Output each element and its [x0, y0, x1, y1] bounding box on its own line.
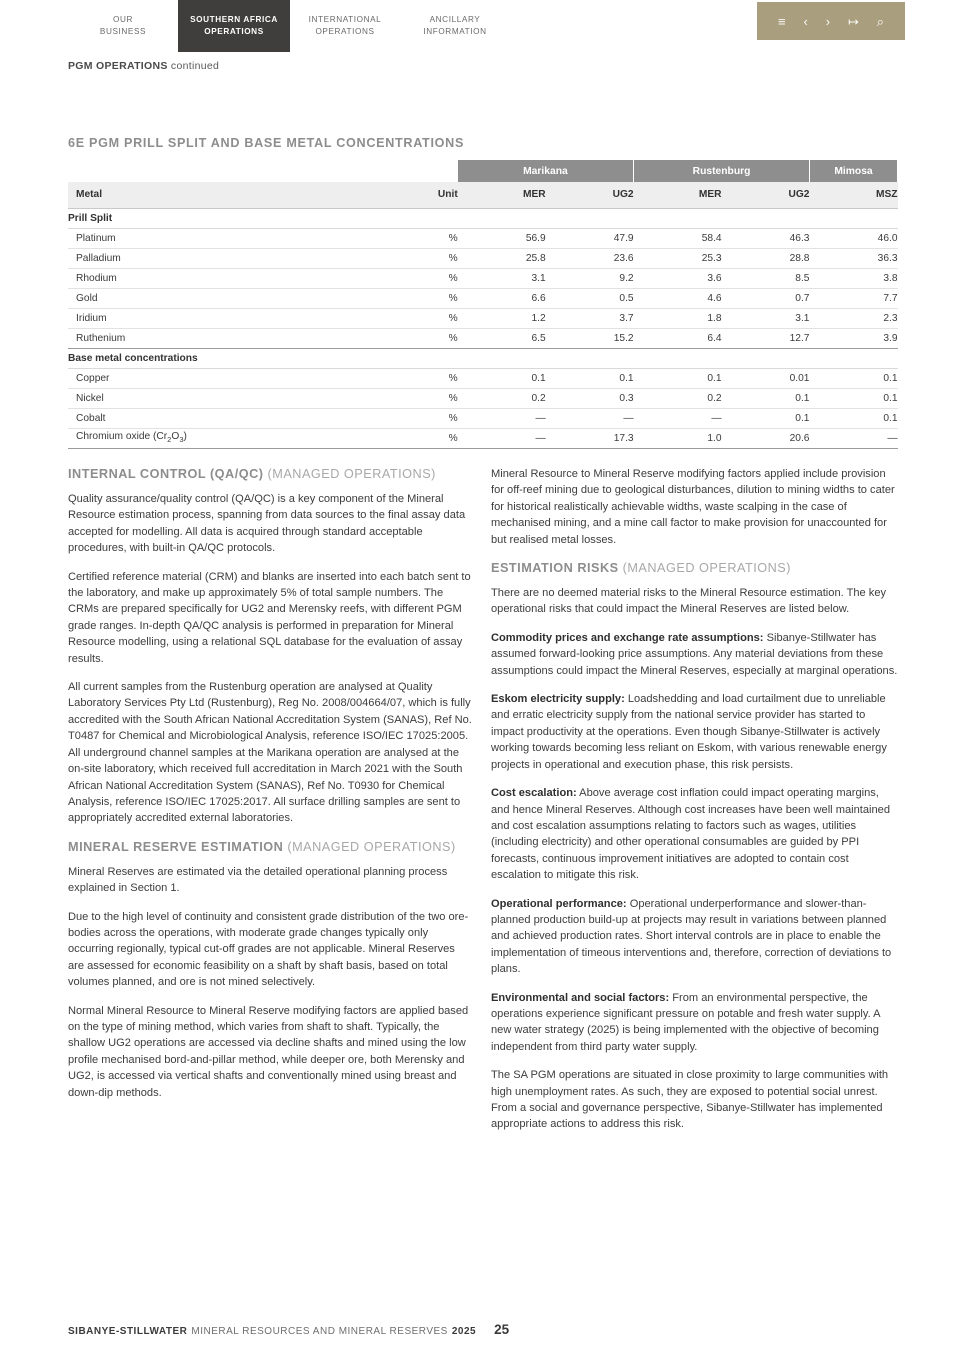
- heading-internal-control-bold: INTERNAL CONTROL (QA/QC): [68, 467, 268, 481]
- row-value-marikana-mer: —: [458, 408, 546, 428]
- row-value-rustenburg-ug2: 0.7: [722, 288, 810, 308]
- tab-ancillary-information[interactable]: [400, 0, 510, 52]
- tab-ancillary-information-line2: INFORMATION: [423, 27, 487, 36]
- page-footer: [68, 1322, 898, 1337]
- risk-operational-performance: [491, 896, 898, 978]
- right-text-column: [491, 466, 898, 1133]
- heading-mineral-reserve-estimation-bold: MINERAL RESERVE ESTIMATION: [68, 839, 288, 854]
- risk-operational-performance-text: Operational underperformance and slower-than-planned production build-up at projects may result in variations between planned and achieved production rates. Short interval controls are in place to enable the implementation of timeous interventions and, therefore, correction of deviations to plans.: [491, 897, 892, 976]
- internal-control-paragraph-1: Quality assurance/quality control (QA/QC) is a key component of the Mineral Resource estimation process, spanning from data sources to the final assay data accepted for modelling. All data is acquired through standard acceptable procedures, with built-in QA/QC protocols.: [68, 493, 466, 555]
- exit-icon[interactable]: ↦: [847, 13, 859, 29]
- row-value-rustenburg-mer: 0.2: [634, 388, 722, 408]
- internal-control-paragraph-2: Certified reference material (CRM) and blanks are inserted into each batch sent to the laboratory, and make up approximately 5% of total sample numbers. The CRMs are prepared specifically for UG2 and Merensky reefs, with different PGM grade ranges. In-depth QA/QC analysis is performed in preparation for Mineral Resource modelling, using a relational SQL database for the evaluation of assay results.: [68, 570, 471, 665]
- row-unit: %: [373, 248, 458, 268]
- risk-eskom-electricity-label: Eskom electricity supply:: [491, 693, 625, 706]
- risk-environmental-social-text: From an environmental perspective, the operations experience significant pressure on potable and fresh water supply. A new water strategy (2025) is being implemented with the objective of becoming independent from third party water supply.: [491, 991, 880, 1053]
- row-value-rustenburg-mer: 0.1: [634, 368, 722, 388]
- row-value-mimosa-msz: 36.3: [809, 248, 897, 268]
- row-value-marikana-mer: 1.2: [458, 308, 546, 328]
- row-value-rustenburg-ug2: 28.8: [722, 248, 810, 268]
- row-value-rustenburg-mer: —: [634, 408, 722, 428]
- row-value-marikana-ug2: 17.3: [546, 428, 634, 448]
- heading-mineral-reserve-estimation: [68, 839, 473, 856]
- row-value-mimosa-msz: 0.1: [809, 408, 897, 428]
- row-value-marikana-ug2: 0.3: [546, 388, 634, 408]
- row-unit: %: [373, 228, 458, 248]
- tab-southern-africa-operations[interactable]: [178, 0, 290, 52]
- risk-cost-escalation-text: Above average cost inflation could impact operating margins, and hence Mineral Reserves. Although cost increases have been well maintained and cost escalation assumptions relating to factors such as wages, utilities (including electricity) and other operational consumables are guided by PPI forecasts, continuous improvement initiatives are adopted to contain cost escalation to mitigate this risk.: [491, 787, 890, 882]
- row-unit: %: [373, 268, 458, 288]
- row-value-marikana-ug2: 47.9: [546, 228, 634, 248]
- row-metal: Rhodium: [68, 268, 373, 288]
- row-metal-chromium-oxide: Chromium oxide $(Cr_2O_3)$: [68, 428, 373, 448]
- previous-page-icon[interactable]: ‹: [803, 13, 808, 29]
- heading-estimation-risks: [491, 560, 898, 577]
- row-value-rustenburg-mer: 4.6: [634, 288, 722, 308]
- heading-internal-control-light: (MANAGED OPERATIONS): [267, 467, 436, 481]
- row-value-rustenburg-ug2: 46.3: [722, 228, 810, 248]
- footer-year: 2025: [451, 1326, 477, 1337]
- row-metal: Ruthenium: [68, 328, 373, 348]
- column-header-marikana-ug2: UG2: [546, 182, 634, 208]
- column-header-rustenburg-mer: MER: [634, 182, 722, 208]
- row-value-rustenburg-mer: 1.8: [634, 308, 722, 328]
- risk-eskom-electricity-text: Loadshedding and load curtailment due to unreliable and erratic electricity supply from the national service provider has started to impact productivity at the operations. Even though Sibanye-Stillwater is actively working towards becoming less reliant on Eskom, with various renewable energy projects in operational and execution phase, this risk persists.: [491, 693, 887, 771]
- risk-environmental-social-label: Environmental and social factors:: [491, 991, 670, 1004]
- row-value-rustenburg-mer: 1.0: [634, 428, 722, 448]
- risk-eskom-electricity: [491, 691, 898, 773]
- row-metal: Palladium: [68, 248, 373, 268]
- risk-environmental-social: [491, 990, 898, 1056]
- footer-brand: SIBANYE-STILLWATER: [68, 1326, 188, 1337]
- row-value-mimosa-msz: 3.9: [809, 328, 897, 348]
- tab-our-business[interactable]: [68, 0, 178, 52]
- table-row: [68, 288, 898, 308]
- row-value-rustenburg-ug2: 12.7: [722, 328, 810, 348]
- row-value-marikana-mer: —: [458, 428, 546, 448]
- row-unit: %: [373, 288, 458, 308]
- row-value-mimosa-msz: 2.3: [809, 308, 897, 328]
- risk-commodity-prices-text: Sibanye-Stillwater has assumed forward-looking price assumptions. Any material deviations from these assumptions could impact the Mineral Reserves, especially at marginal operations.: [491, 631, 898, 677]
- row-value-marikana-ug2: —: [546, 408, 634, 428]
- row-value-rustenburg-ug2: 0.01: [722, 368, 810, 388]
- row-unit: %: [373, 408, 458, 428]
- table-row: [68, 248, 898, 268]
- group-header-rustenburg: Rustenburg: [634, 160, 810, 182]
- row-value-marikana-mer: 6.5: [458, 328, 546, 348]
- column-header-rustenburg-ug2: UG2: [722, 182, 810, 208]
- tab-ancillary-information-line1: ANCILLARY: [429, 15, 481, 24]
- row-value-rustenburg-mer: 3.6: [634, 268, 722, 288]
- tab-southern-africa-operations-line2: OPERATIONS: [204, 27, 264, 36]
- row-value-mimosa-msz: 0.1: [809, 388, 897, 408]
- tab-international-operations-line2: OPERATIONS: [315, 27, 375, 36]
- table-row: [68, 368, 898, 388]
- row-value-marikana-ug2: 0.5: [546, 288, 634, 308]
- row-value-rustenburg-ug2: 20.6: [722, 428, 810, 448]
- row-unit: %: [373, 428, 458, 448]
- row-value-marikana-mer: 3.1: [458, 268, 546, 288]
- nav-toolbar: [757, 2, 905, 40]
- row-value-rustenburg-mer: 58.4: [634, 228, 722, 248]
- table-section-row: [68, 348, 898, 368]
- table-row: [68, 388, 898, 408]
- heading-estimation-risks-bold: ESTIMATION RISKS: [491, 561, 623, 576]
- risk-commodity-prices-label: Commodity prices and exchange rate assumptions:: [491, 631, 764, 644]
- table-section-row: [68, 208, 898, 228]
- row-value-marikana-ug2: 3.7: [546, 308, 634, 328]
- row-value-mimosa-msz: 3.8: [809, 268, 897, 288]
- running-head: [68, 60, 219, 72]
- section-label-base-metal-concentrations: Base metal concentrations: [68, 348, 898, 368]
- left-text-column: [68, 466, 473, 1101]
- table-row: [68, 308, 898, 328]
- risk-cost-escalation: [491, 785, 898, 883]
- mineral-reserve-paragraph-2: Due to the high level of continuity and consistent grade distribution of the two ore-bodies across the operations, with moderate grade changes typically only occurring regionally, typical cut-off grades are not applicable. Mineral Reserves are assessed for economic feasibility on a shaft by shaft basis, based on total volumes planned, and ore is not mined selectively.: [68, 910, 469, 989]
- row-value-marikana-mer: 25.8: [458, 248, 546, 268]
- prill-split-table: [68, 160, 898, 449]
- row-value-rustenburg-mer: 6.4: [634, 328, 722, 348]
- row-value-rustenburg-ug2: 0.1: [722, 388, 810, 408]
- table-row: [68, 408, 898, 428]
- row-value-rustenburg-ug2: 0.1: [722, 408, 810, 428]
- column-header-metal: Metal: [68, 182, 373, 208]
- row-unit: %: [373, 388, 458, 408]
- running-head-bold: PGM OPERATIONS: [68, 60, 168, 72]
- table-column-header-row: [68, 182, 898, 208]
- tab-our-business-line2: BUSINESS: [99, 27, 147, 36]
- sa-pgm-communities-paragraph: The SA PGM operations are situated in close proximity to large communities with high unemployment rates. As such, they are exposed to potential social unrest. From a social and governance perspective, Sibanye-Stillwater has implemented appropriate actions to address this risk.: [491, 1069, 889, 1131]
- running-head-rest: continued: [167, 60, 220, 72]
- nav-tab-list: [68, 0, 510, 52]
- table-row: [68, 428, 898, 448]
- estimation-risks-intro: There are no deemed material risks to the Mineral Resource estimation. The key operational risks that could impact the Mineral Reserves are listed below.: [491, 587, 887, 616]
- group-header-mimosa: Mimosa: [809, 160, 897, 182]
- section-label-prill-split: Prill Split: [68, 208, 898, 228]
- mineral-reserve-paragraph-1: Mineral Reserves are estimated via the detailed operational planning process explained in Section 1.: [68, 865, 448, 895]
- tab-our-business-line1: OUR: [113, 15, 133, 24]
- row-value-marikana-ug2: 23.6: [546, 248, 634, 268]
- risk-commodity-prices: [491, 630, 898, 679]
- table-row: [68, 268, 898, 288]
- column-header-marikana-mer: MER: [458, 182, 546, 208]
- row-value-marikana-ug2: 0.1: [546, 368, 634, 388]
- table-row: [68, 328, 898, 348]
- heading-internal-control: [68, 466, 473, 483]
- table-title: 6E PGM PRILL SPLIT AND BASE METAL CONCENTRATIONS: [68, 136, 465, 150]
- heading-mineral-reserve-estimation-light: (MANAGED OPERATIONS): [287, 839, 456, 854]
- column-header-mimosa-msz: MSZ: [809, 182, 897, 208]
- tab-southern-africa-operations-line1: SOUTHERN AFRICA: [190, 15, 278, 24]
- mineral-reserve-paragraph-3: Normal Mineral Resource to Mineral Reserve modifying factors are applied based on the type of mining method, which varies from shaft to shaft. Typically, the shallow UG2 operations are accessed via decline shafts and mined using the low profile mechanised bord-and-pillar method, while deeper ore, both Merensky and UG2, is accessed via vertical shafts and conventionally mined using breast and down-dip methods.: [68, 1004, 469, 1099]
- row-metal: Copper: [68, 368, 373, 388]
- row-metal: Iridium: [68, 308, 373, 328]
- risk-cost-escalation-label: Cost escalation:: [491, 787, 577, 800]
- row-value-marikana-ug2: 15.2: [546, 328, 634, 348]
- row-metal: Cobalt: [68, 408, 373, 428]
- row-value-marikana-mer: 56.9: [458, 228, 546, 248]
- row-metal: Gold: [68, 288, 373, 308]
- next-page-icon[interactable]: ›: [825, 13, 831, 29]
- group-header-blank: [68, 160, 458, 182]
- row-value-rustenburg-mer: 25.3: [634, 248, 722, 268]
- menu-icon[interactable]: ≡: [777, 13, 786, 29]
- row-value-mimosa-msz: 46.0: [809, 228, 897, 248]
- row-value-rustenburg-ug2: 3.1: [722, 308, 810, 328]
- top-navigation: [0, 0, 965, 52]
- tab-international-operations-line1: INTERNATIONAL: [308, 15, 382, 24]
- row-metal: Nickel: [68, 388, 373, 408]
- table-row: [68, 228, 898, 248]
- row-unit: %: [373, 368, 458, 388]
- tab-international-operations[interactable]: [290, 0, 400, 52]
- group-header-marikana: Marikana: [458, 160, 634, 182]
- row-value-mimosa-msz: 7.7: [809, 288, 897, 308]
- footer-title: MINERAL RESOURCES AND MINERAL RESERVES: [191, 1326, 448, 1337]
- column-header-unit: Unit: [373, 182, 458, 208]
- row-value-rustenburg-ug2: 8.5: [722, 268, 810, 288]
- row-value-marikana-mer: 6.6: [458, 288, 546, 308]
- page-number: 25: [494, 1322, 510, 1337]
- modifying-factors-paragraph: Mineral Resource to Mineral Reserve modifying factors applied include provision for off-reef mining due to geological disturbances, dilution to mining widths to cater for historical realistically achievable widths, waste scalping in the case of mechanised mining, and a mine call factor to make provision for unaccounted for but realised metal losses.: [491, 468, 895, 546]
- row-value-mimosa-msz: —: [809, 428, 897, 448]
- row-unit: %: [373, 328, 458, 348]
- table-group-header-row: [68, 160, 898, 182]
- internal-control-paragraph-3: All current samples from the Rustenburg operation are analysed at Quality Laboratory Services Pty Ltd (Rustenburg), Reg No. 2008/004664/07, which is fully accredited with the South African National Accreditation System (SANAS), Ref No. T0487 for Chemical and Microbiological Analysis, reference ISO/IEC 17025:2005. All underground channel samples at the Marikana operation are analysed at the on-site laboratory, which received full accreditation in March 2021 with the South African National Accreditation System (SANAS), Ref No. T0930 for Chemical Analysis, reference ISO/IEC 17025:2017. All surface drilling samples are sent to appropriately accredited external laboratories.: [68, 681, 472, 825]
- row-metal: Platinum: [68, 228, 373, 248]
- row-value-marikana-mer: 0.2: [458, 388, 546, 408]
- risk-operational-performance-label: Operational performance:: [491, 897, 627, 910]
- row-value-mimosa-msz: 0.1: [809, 368, 897, 388]
- heading-estimation-risks-light: (MANAGED OPERATIONS): [622, 561, 791, 576]
- search-icon[interactable]: ⌕: [876, 13, 885, 29]
- row-value-marikana-mer: 0.1: [458, 368, 546, 388]
- row-unit: %: [373, 308, 458, 328]
- row-value-marikana-ug2: 9.2: [546, 268, 634, 288]
